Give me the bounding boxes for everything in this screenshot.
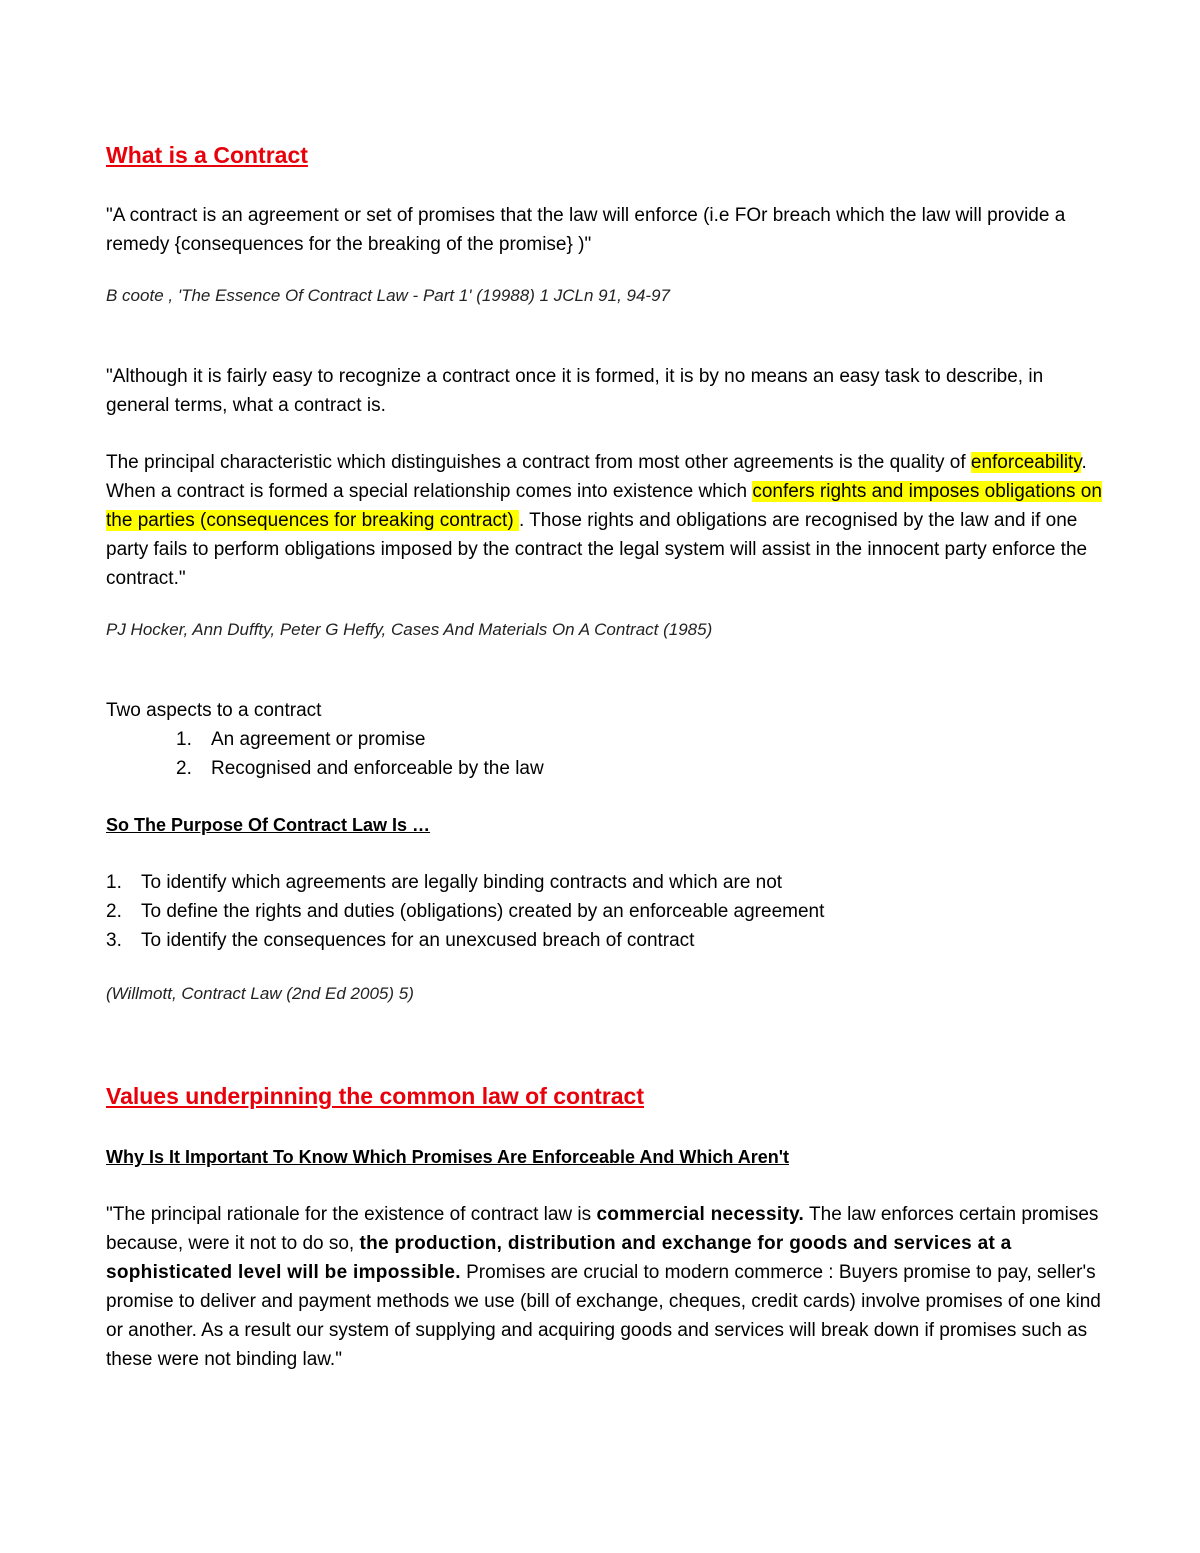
quote-hocker-text-c: . Those rights and obligations are recognised by the law and if one party fails to perform obligations imposed by the contract the legal system will assist in the innocent party enforce the contract." xyxy=(106,510,1088,589)
highlight-confers-rights: confers rights and imposes obligations on the parties (consequences for breaking contract) xyxy=(106,481,1102,531)
quote-coote: "A contract is an agreement or set of promises that the law will enforce (i.e FOr breach which the law will provide a remedy {consequences for the breaking of the promise} )" xyxy=(106,205,1066,255)
highlight-enforceability: enforceability xyxy=(970,452,1082,473)
citation-coote: B coote , 'The Essence Of Contract Law - Part 1' (19988) 1 JCLn 91, 94-97 xyxy=(106,286,671,305)
aspects-intro: Two aspects to a contract xyxy=(106,700,322,721)
list-text: An agreement or promise xyxy=(211,729,426,750)
bold-commercial-necessity: commercial necessity. xyxy=(596,1204,805,1225)
quote-hocker-text-a: The principal characteristic which distinguishes a contract from most other agreements is the quality of xyxy=(106,452,971,473)
rationale-paragraph xyxy=(106,1200,1110,1374)
section-title-values: Values underpinning the common law of contract xyxy=(106,1083,645,1109)
list-number: 1. xyxy=(176,729,192,750)
list-text: To define the rights and duties (obligations) created by an enforceable agreement xyxy=(141,901,825,922)
list-item xyxy=(176,754,1110,783)
rationale-text-a: "The principal rationale for the existence of contract law is xyxy=(106,1204,597,1225)
quote-hocker-text-b: . When a contract is formed a special relationship comes into existence which xyxy=(106,452,1087,502)
quote-hocker-para2 xyxy=(106,448,1110,593)
rationale-text-b: The law enforces certain promises because, were it not to do so, xyxy=(106,1204,1099,1254)
list-number: 3. xyxy=(106,930,122,951)
list-text: To identify which agreements are legally binding contracts and which are not xyxy=(141,872,783,893)
list-number: 2. xyxy=(106,901,122,922)
list-number: 2. xyxy=(176,758,192,779)
list-item xyxy=(106,868,1110,897)
list-item xyxy=(106,897,1110,926)
purposes-list xyxy=(106,868,1110,955)
quote-hocker-para1: "Although it is fairly easy to recognize a contract once it is formed, it is by no means an easy task to describe, in general terms, what a contract is. xyxy=(106,366,1044,416)
list-text: To identify the consequences for an unexcused breach of contract xyxy=(141,930,695,951)
citation-willmott: (Willmott, Contract Law (2nd Ed 2005) 5) xyxy=(106,984,414,1003)
rationale-text-c: Promises are crucial to modern commerce : Buyers promise to pay, seller's promise to deliver and payment methods we use (bill of exchange, cheques, credit cards) involve promises of one kind or another. As a result our system of supplying and acquiring goods and services will break down if promises such as these were not binding law." xyxy=(106,1262,1101,1370)
citation-hocker: PJ Hocker, Ann Duffty, Peter G Heffy, Cases And Materials On A Contract (1985) xyxy=(106,620,713,639)
aspects-list xyxy=(106,725,1110,783)
list-item xyxy=(106,926,1110,955)
why-important-heading: Why Is It Important To Know Which Promises Are Enforceable And Which Aren't xyxy=(106,1147,789,1167)
list-item xyxy=(176,725,1110,754)
bold-production-distribution: the production, distribution and exchange for goods and services at a sophisticated level will be impossible. xyxy=(106,1233,1012,1283)
purpose-heading: So The Purpose Of Contract Law Is … xyxy=(106,815,431,835)
list-text: Recognised and enforceable by the law xyxy=(211,758,544,779)
section-title-what-is-contract: What is a Contract xyxy=(106,142,308,168)
list-number: 1. xyxy=(106,872,122,893)
